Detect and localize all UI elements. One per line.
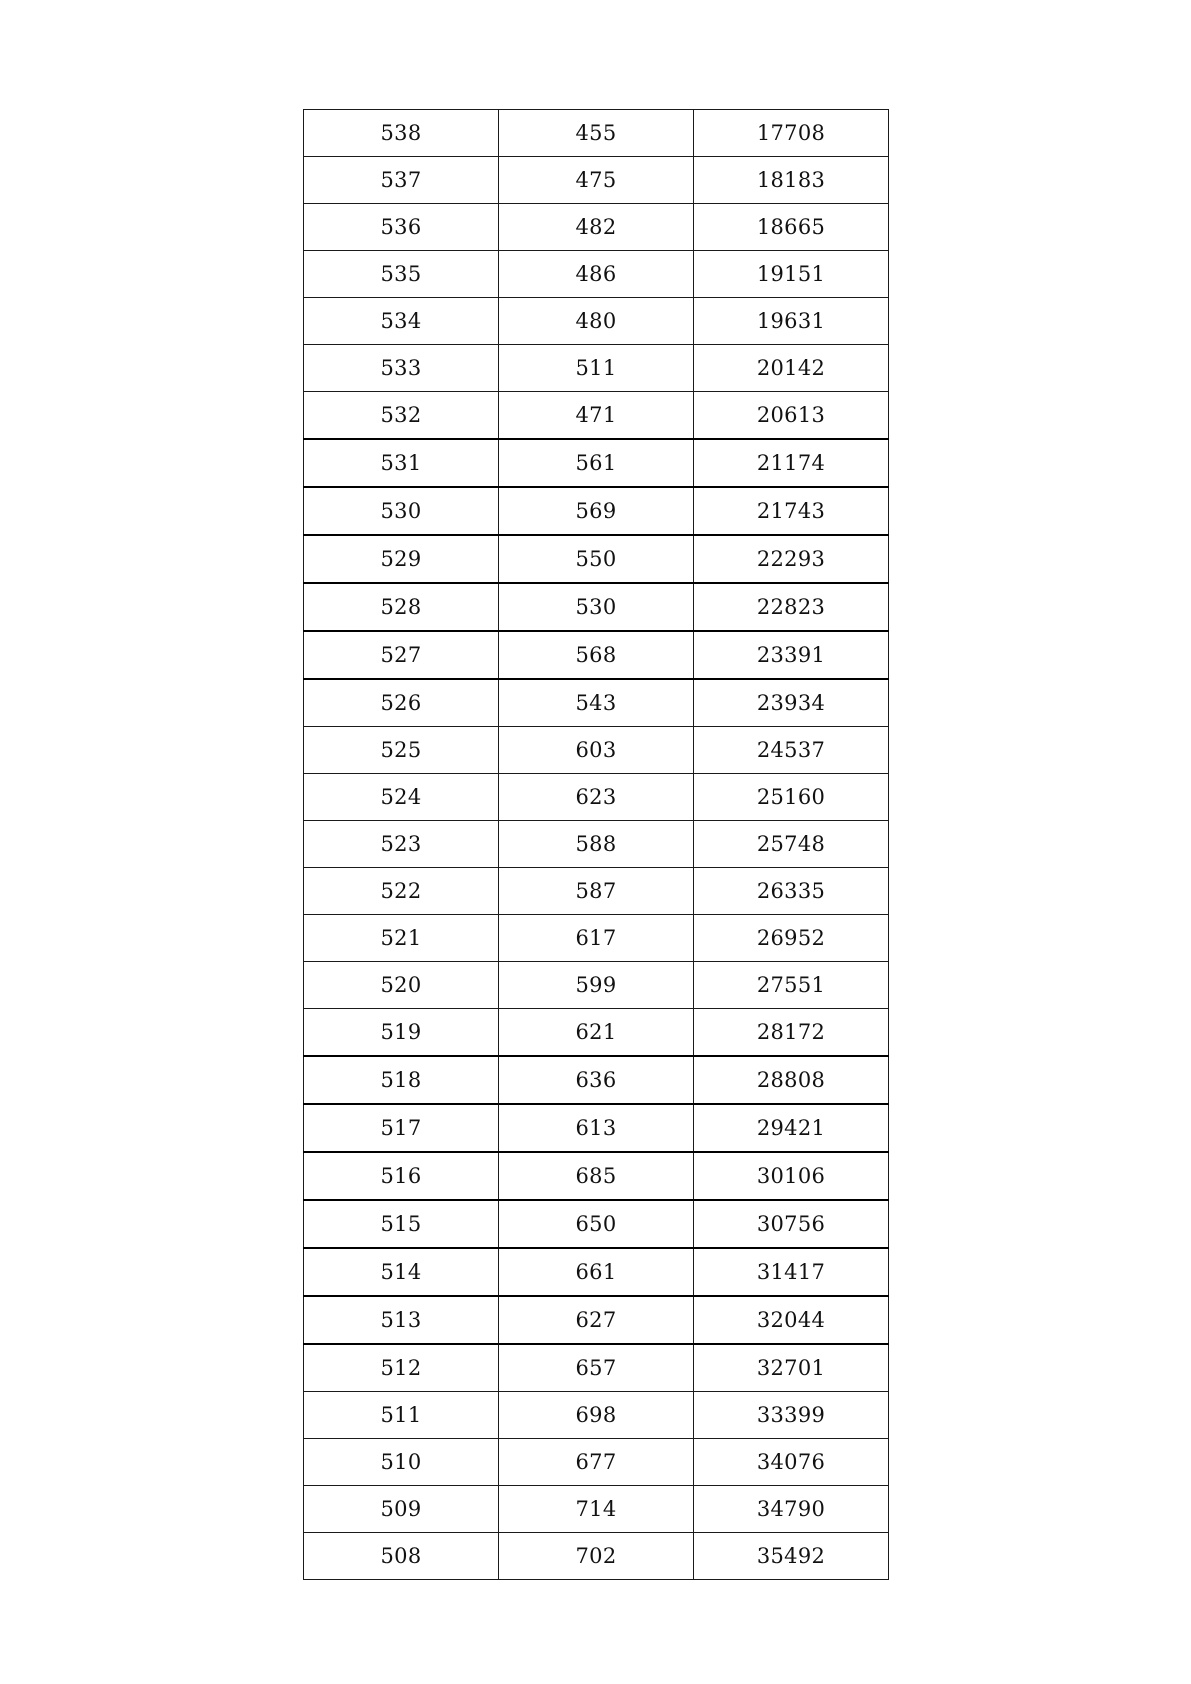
cumulative-cell: 22293 [694, 535, 889, 583]
table-row [304, 1439, 889, 1486]
cumulative-cell: 30756 [694, 1200, 889, 1248]
table-row [304, 487, 889, 535]
table-row [304, 1009, 889, 1057]
table-row [304, 345, 889, 392]
table-row [304, 1392, 889, 1439]
score-cell: 513 [304, 1296, 499, 1344]
cumulative-cell: 19151 [694, 251, 889, 298]
cumulative-cell: 20613 [694, 392, 889, 440]
table-row [304, 1248, 889, 1296]
count-cell: 657 [499, 1344, 694, 1392]
cumulative-cell: 26952 [694, 915, 889, 962]
score-cell: 535 [304, 251, 499, 298]
table-row [304, 157, 889, 204]
cumulative-cell: 17708 [694, 110, 889, 157]
count-cell: 455 [499, 110, 694, 157]
count-cell: 480 [499, 298, 694, 345]
count-cell: 613 [499, 1104, 694, 1152]
count-cell: 599 [499, 962, 694, 1009]
cumulative-cell: 24537 [694, 727, 889, 774]
table-row [304, 679, 889, 727]
cumulative-cell: 25160 [694, 774, 889, 821]
count-cell: 621 [499, 1009, 694, 1057]
count-cell: 587 [499, 868, 694, 915]
score-cell: 521 [304, 915, 499, 962]
count-cell: 471 [499, 392, 694, 440]
cumulative-cell: 23934 [694, 679, 889, 727]
count-cell: 661 [499, 1248, 694, 1296]
count-cell: 617 [499, 915, 694, 962]
score-cell: 530 [304, 487, 499, 535]
cumulative-cell: 26335 [694, 868, 889, 915]
count-cell: 702 [499, 1533, 694, 1580]
table-row [304, 535, 889, 583]
score-cell: 537 [304, 157, 499, 204]
score-cell: 531 [304, 439, 499, 487]
score-cell: 511 [304, 1392, 499, 1439]
table-row [304, 439, 889, 487]
score-cell: 533 [304, 345, 499, 392]
table-row [304, 1486, 889, 1533]
table-row [304, 727, 889, 774]
score-cell: 528 [304, 583, 499, 631]
table-row [304, 1200, 889, 1248]
cumulative-cell: 22823 [694, 583, 889, 631]
cumulative-cell: 21743 [694, 487, 889, 535]
score-cell: 525 [304, 727, 499, 774]
cumulative-cell: 25748 [694, 821, 889, 868]
score-cell: 516 [304, 1152, 499, 1200]
cumulative-cell: 34076 [694, 1439, 889, 1486]
count-cell: 623 [499, 774, 694, 821]
table-row [304, 774, 889, 821]
cumulative-cell: 32044 [694, 1296, 889, 1344]
count-cell: 714 [499, 1486, 694, 1533]
score-cell: 508 [304, 1533, 499, 1580]
score-cell: 518 [304, 1056, 499, 1104]
table-row [304, 962, 889, 1009]
table-row [304, 204, 889, 251]
cumulative-cell: 21174 [694, 439, 889, 487]
table-body [304, 110, 889, 1580]
cumulative-cell: 19631 [694, 298, 889, 345]
count-cell: 511 [499, 345, 694, 392]
table-row [304, 868, 889, 915]
count-cell: 627 [499, 1296, 694, 1344]
score-cell: 520 [304, 962, 499, 1009]
count-cell: 677 [499, 1439, 694, 1486]
score-cell: 522 [304, 868, 499, 915]
score-cell: 536 [304, 204, 499, 251]
table-row [304, 1296, 889, 1344]
count-cell: 561 [499, 439, 694, 487]
score-cell: 514 [304, 1248, 499, 1296]
table-row [304, 1056, 889, 1104]
score-cell: 517 [304, 1104, 499, 1152]
count-cell: 698 [499, 1392, 694, 1439]
cumulative-cell: 29421 [694, 1104, 889, 1152]
table-row [304, 251, 889, 298]
score-cell: 524 [304, 774, 499, 821]
cumulative-cell: 30106 [694, 1152, 889, 1200]
table-row [304, 1344, 889, 1392]
count-cell: 603 [499, 727, 694, 774]
count-cell: 550 [499, 535, 694, 583]
count-cell: 486 [499, 251, 694, 298]
score-cell: 526 [304, 679, 499, 727]
count-cell: 543 [499, 679, 694, 727]
score-cell: 510 [304, 1439, 499, 1486]
table-row [304, 821, 889, 868]
cumulative-cell: 31417 [694, 1248, 889, 1296]
score-cell: 519 [304, 1009, 499, 1057]
count-cell: 569 [499, 487, 694, 535]
cumulative-cell: 28808 [694, 1056, 889, 1104]
score-cell: 538 [304, 110, 499, 157]
table-row [304, 110, 889, 157]
cumulative-cell: 32701 [694, 1344, 889, 1392]
table-row [304, 1104, 889, 1152]
table-row [304, 1533, 889, 1580]
score-cell: 527 [304, 631, 499, 679]
cumulative-cell: 18183 [694, 157, 889, 204]
table-row [304, 298, 889, 345]
score-cell: 529 [304, 535, 499, 583]
cumulative-cell: 23391 [694, 631, 889, 679]
score-cell: 523 [304, 821, 499, 868]
count-cell: 482 [499, 204, 694, 251]
score-cell: 532 [304, 392, 499, 440]
table-row [304, 631, 889, 679]
table-row [304, 583, 889, 631]
count-cell: 636 [499, 1056, 694, 1104]
cumulative-cell: 34790 [694, 1486, 889, 1533]
count-cell: 530 [499, 583, 694, 631]
score-cell: 515 [304, 1200, 499, 1248]
count-cell: 568 [499, 631, 694, 679]
score-cell: 509 [304, 1486, 499, 1533]
cumulative-cell: 35492 [694, 1533, 889, 1580]
cumulative-cell: 18665 [694, 204, 889, 251]
count-cell: 685 [499, 1152, 694, 1200]
cumulative-cell: 33399 [694, 1392, 889, 1439]
count-cell: 650 [499, 1200, 694, 1248]
table-row [304, 392, 889, 440]
score-distribution-table [303, 109, 889, 1580]
cumulative-cell: 20142 [694, 345, 889, 392]
count-cell: 588 [499, 821, 694, 868]
score-cell: 512 [304, 1344, 499, 1392]
table-row [304, 915, 889, 962]
cumulative-cell: 28172 [694, 1009, 889, 1057]
cumulative-cell: 27551 [694, 962, 889, 1009]
count-cell: 475 [499, 157, 694, 204]
table-row [304, 1152, 889, 1200]
score-cell: 534 [304, 298, 499, 345]
